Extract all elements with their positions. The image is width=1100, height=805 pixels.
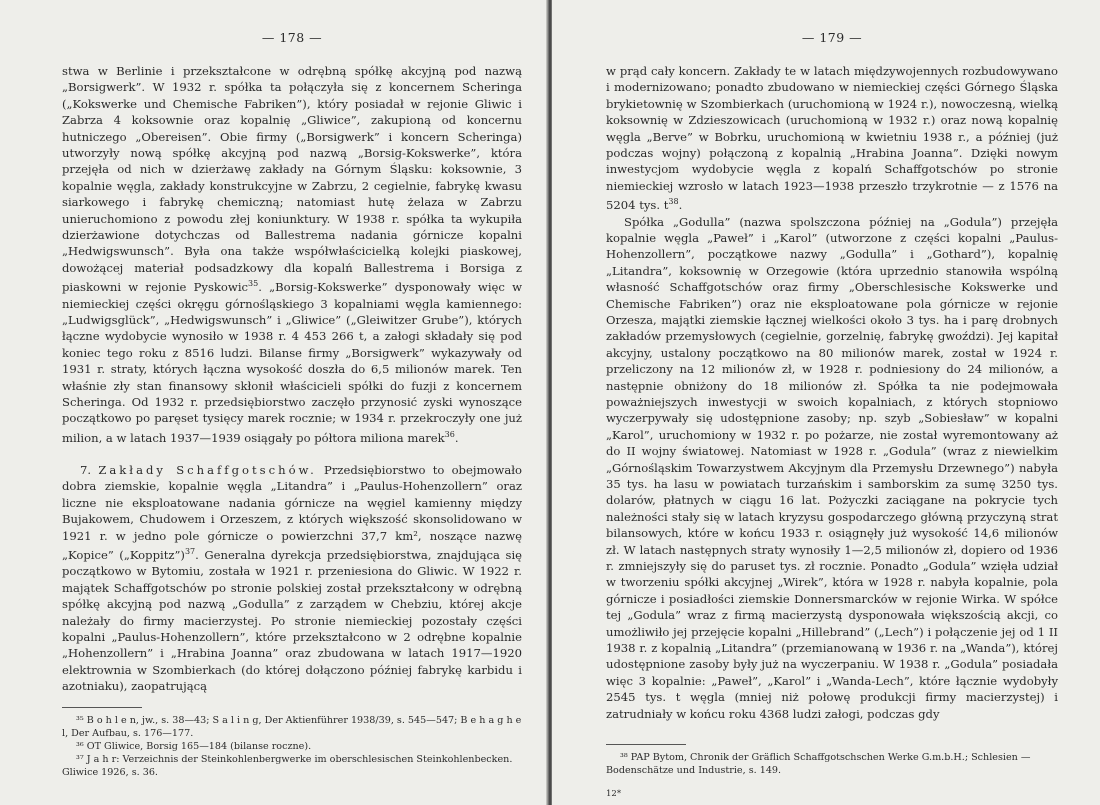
- left-para2-cont: . Generalna dyrekcja przedsiębiorstwa, znajdująca się początkowo w Bytomiu, została w 1921 r. przeniesiona do Gliwic. W 1922 r. majątek Schaffgotschów po stronie polskiej został przekształcony w odrębną spółkę akcyjną pod nazwą „Godulla” z zarządem w Chebziu, której akcje należały do firmy macierzystej. Po stronie niemieckiej pozostały części kopalni „Paulus-Hohenzollern”, które przekształcono w 2 odrębne kopalnie „Hohenzollern” i „Hrabina Joanna” oraz zbudowana w latach 1917—1920 elektrownia w Szombierkach (do której dołączono później fabrykę karbidu i azotniaku), zaopatrującą: [62, 547, 523, 694]
- left-para1-end: .: [454, 430, 459, 445]
- footnote-37: ³⁷ J a h r: Verzeichnis der Steinkohlenbergwerke im oberschlesischen Steinkohlenbecken. Gliwice 1926, s. 36.: [62, 753, 513, 778]
- left-para2-text: Przedsiębiorstwo to obejmowało dobra ziemskie, kopalnie węgla „Litandra” i „Paulus-Hohenzollern” oraz liczne nie eksploatowane nadania górnicze na węgiel kamienny między Bujakowem, Chudowem i Orzeszem, z których większość skonsolidowano w 1921 r. w jedno pole górnicze o powierzchni 37,7 km², noszące nazwę „Kopice” („Koppitz”): [62, 463, 522, 562]
- right-page-body: [606, 63, 1058, 722]
- section-number: 7.: [80, 463, 92, 478]
- printer-signature-mark: 12*: [606, 789, 622, 800]
- left-paragraph-1: [62, 63, 522, 446]
- left-footnotes: [62, 714, 522, 779]
- left-page-number: — 178 —: [261, 30, 323, 45]
- footnote-ref-37: 37: [184, 547, 196, 557]
- footnote-ref-38: 38: [668, 197, 679, 207]
- footnote-ref-35: 35: [248, 279, 259, 289]
- left-page-body: [62, 63, 522, 695]
- right-para1-end: .: [678, 198, 683, 213]
- right-para1-text: w prąd cały koncern. Zakłady te w latach międzywojennych rozbudowywano i modernizowano; ponadto zbudowano w niemieckiej części Górnego Śląska brykietownię w Szombierkach (uruchomioną w 1924 r.), nowoczesną, wielką koksownię w Zdzieszowicach (uruchomioną w 1932 r.) oraz nową kopalnię węgla „Berve” w Bobrku, uruchomioną w kwietniu 1938 r., a później (już podczas wojny) połączoną z kopalnią „Hrabina Joanna”. Dzięki nowym inwestycjom wydobycie węgla z kopalń Schaffgotschów po stronie niemieckiej wzrosło w latach 1923—1938 przeszło trzykrotnie — z 1576 na 5204 tys. t: [606, 64, 1058, 213]
- footnote-35: ³⁵ B o h l e n, jw., s. 38—43; S a l i n g, Der Aktienführer 1938/39, s. 545—547; B e h a g h e l, Der Aufbau, s. 176—177.: [62, 714, 522, 739]
- section-title: Zakłady Schaffgotschów.: [98, 463, 317, 478]
- footnote-divider: [62, 707, 142, 708]
- right-paragraph-2: Spółka „Godulla” (nazwa spolszczona później na „Godula”) przejęła kopalnie węgla „Paweł” i „Karol” (utworzone z części kopalni „Paulus-Hohenzollern”, początkowe nazwy „Godulla” i „Gothard”), kopalnię „Litandra”, koksownię w Orzegowie (która uprzednio stanowiła wspólną własność Schaffgotschów oraz firmy „Oberschlesische Kokswerke und Chemische Fabriken”) oraz nie eksploatowane pola górnicze w rejonie Orzesza, majątki ziemskie łącznej wielkości około 3 tys. ha i parę drobnych zakładów przemysłowych (cegielnie, gorzelnię, fabrykę gwoździ). Jej kapitał akcyjny, ustalony początkowo na 80 milionów marek, został w 1924 r. przeliczony na 12 milionów zł, w 1928 r. podniesiony do 24 milionów, a następnie obniżony do 18 milionów zł. Spółka ta nie podejmowała poważniejszych inwestycji w swoich kopalniach, z których stopniowo wyczerpywały się udostępnione zasoby; np. szyb „Sobiesław” w kopalni „Karol”, uruchomiony w 1932 r. po pożarze, nie został wyremontowany aż do II wojny światowej. Natomiast w 1928 r. „Godula” (wraz z niewielkim „Górnośląskim Towarzystwem Akcyjnym dla Przemysłu Drzewnego”) nabyła 35 tys. ha lasu w powiatach turzańskim i samborskim za sumę 3250 tys. dolarów, płatnych w ciągu 16 lat. Pożyczki zaciągane na pokrycie tych należności stały się w latach kryzysu gospodarczego główną przyczyną strat bilansowych, które w końcu 1933 r. osiągnęły już wysokość 14,6 milionów zł. W latach następnych straty wynosiły 1—2,5 milionów zł, dopiero od 1936 r. zmniejszyły się do paruset tys. zł rocznie. Ponadto „Godula” wzięła udział w tworzeniu spółki akcyjnej „Wirek”, która w 1928 r. nabyła kopalnie, pola górnicze i posiadłości ziemskie Donnersmarcków w rejonie Wirka. W spółce tej „Godula” wraz z firmą macierzystą dysponowała większością akcji, co umożliwiło jej przejęcie kopalni „Hillebrand” („Lech”) i połączenie jej od 1 II 1938 r. z kopalnią „Litandra” (przemianowaną w 1936 r. na „Wanda”), której udostępnione zasoby były już na wyczerpaniu. W 1938 r. „Godula” posiadała więc 3 kopalnie: „Paweł”, „Karol” i „Wanda-Lech”, które łącznie wydobyły 2545 tys. t węgla (mniej niż połowę produkcji firmy macierzystej) i zatrudniały w końcu roku 4368 ludzi załogi, podczas gdy: [606, 214, 1058, 721]
- footnote-38: ³⁸ PAP Bytom, Chronik der Gräflich Schaffgotschschen Werke G.m.b.H.; Schlesien — Bodenschätze und Industrie, s. 149.: [606, 752, 1031, 777]
- right-paragraph-1: [606, 63, 1058, 214]
- left-para1-cont: . „Borsig-Kokswerke” dysponowały więc w niemieckiej części okręgu górnośląskiego 3 kopalniami węgla kamiennego: „Ludwigsglück”, „Hedwigswunsch” i „Gliwice” („Gleiwitzer Grube”), których łączne wydobycie wynosiło w 1938 r. 4 453 266 t, a załogi składały się pod koniec tego roku z 8516 ludzi. Bilanse firmy „Borsigwerk” wykazywały od 1931 r. straty, których łączna wysokość doszła do 6,5 milionów marek. Ten właśnie zły stan finansowy skłonił właścicieli spółki do fuzji z koncernem Scheringa. Od 1932 r. przedsiębiorstwo zaczęło przynosić zyski wynoszące początkowo po paręset tysięcy marek rocznie; w 1934 r. przekroczyły one już milion, a w latach 1937—1939 osiągały po półtora miliona marek: [62, 280, 522, 445]
- left-para1-text: stwa w Berlinie i przekształcone w odrębną spółkę akcyjną pod nazwą „Borsigwerk”. W 1932 r. spółka ta połączyła się z koncernem Scheringa („Kokswerke und Chemische Fabriken”), który posiadał w rejonie Gliwic i Zabrza 4 koksownie oraz kopalnię „Gliwice”, zakupioną od koncernu hutniczego „Obereisen”. Obie firmy („Borsigwerk” i koncern Scheringa) utworzyły nową spółkę akcyjną pod nazwą „Borsig-Kokswerke”, która przejęła od nich w dzierżawę zakłady na Górnym Śląsku: koksownie, 3 kopalnie węgla, zakłady konstrukcyjne w Zabrzu, 2 cegielnie, fabrykę kwasu siarkowego i fabrykę chemiczną; natomiast hutę żelaza w Zabrzu unieruchomiono z powodu złej koniunktury. W 1938 r. spółka ta wykupiła dzierżawione dotychczas od Ballestrema nadania górnicze kopalni „Hedwigswunsch”. Była ona także współwłaścicielką kolejki piaskowej, dowożącej materiał podsadzkowy dla kopalń Ballestrema i Borsiga z piaskowni w rejonie Pyskowic: [62, 64, 522, 295]
- footnote-ref-36: 36: [444, 429, 455, 439]
- footnote-divider-right: [606, 744, 686, 745]
- right-page: [552, 0, 1100, 805]
- right-page-number: — 179 —: [801, 30, 863, 45]
- footnote-36: ³⁶ OT Gliwice, Borsig 165—184 (bilanse roczne).: [76, 740, 312, 752]
- right-footnotes: [606, 751, 1058, 777]
- section-7-paragraph: [62, 462, 522, 695]
- left-page: [0, 0, 548, 805]
